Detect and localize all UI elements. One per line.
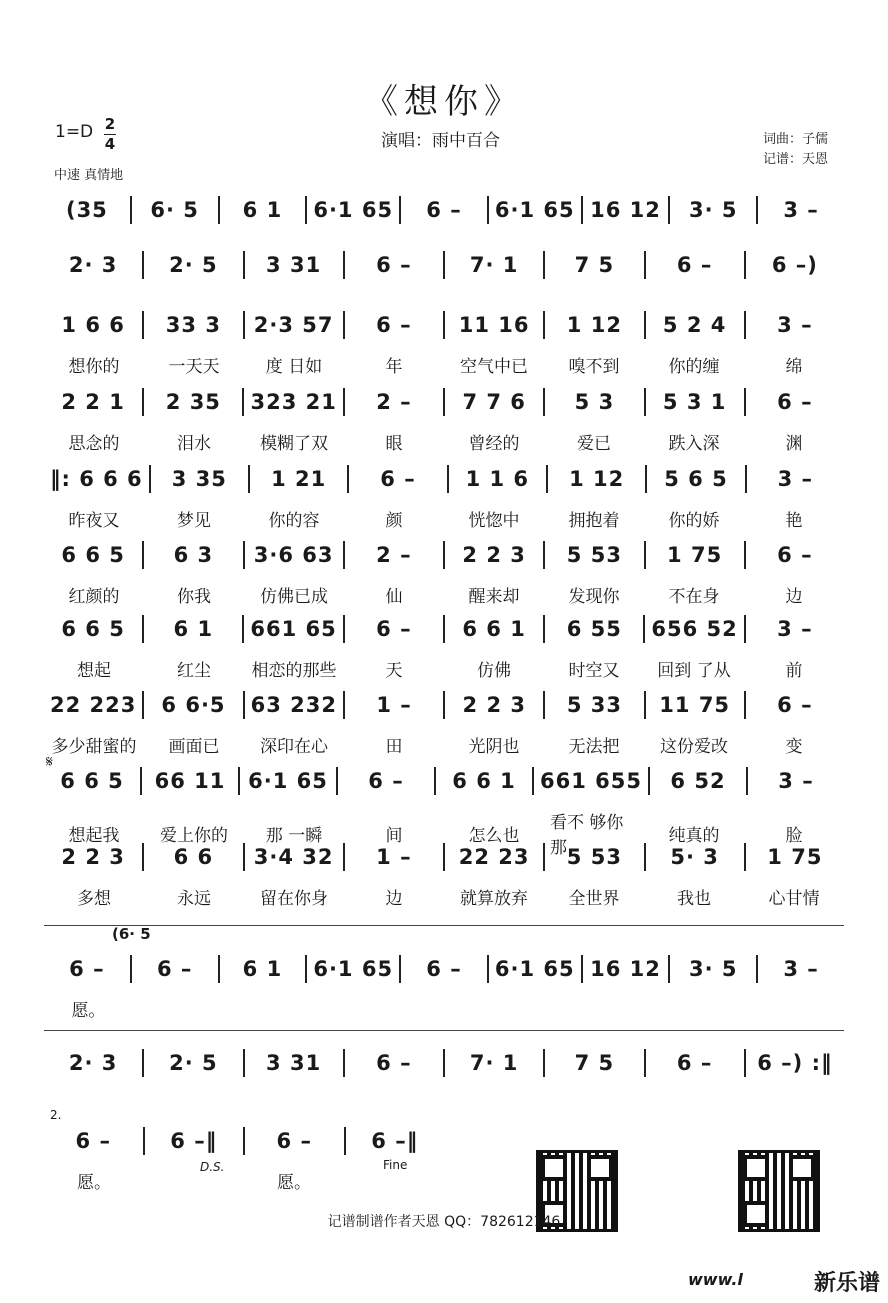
measure: 6 55	[566, 617, 622, 641]
lyric-segment: 多想	[77, 889, 111, 909]
measure: 5 3	[574, 390, 615, 414]
lyric-segment: 这份爱改	[660, 737, 728, 757]
volta-1-line	[44, 925, 844, 926]
notation-row	[44, 1124, 444, 1158]
measure: 6 1	[173, 617, 214, 641]
measure: 1 75	[767, 845, 823, 869]
lyric-segment: 模糊了双	[260, 434, 328, 454]
lyric-segment: 仙	[385, 587, 403, 607]
lyric-segment: 爱已	[577, 434, 611, 454]
lyric-segment: 间	[385, 825, 403, 846]
lyric-segment: 你我	[177, 587, 211, 607]
measure: 16 12	[590, 957, 661, 981]
lyric-segment: 时空又	[568, 661, 620, 681]
measure: 6 –	[777, 390, 813, 414]
measure: 16 12	[590, 198, 661, 222]
lyric-segment: 不在身	[668, 587, 720, 607]
lyric-segment: 昨夜又	[68, 511, 120, 531]
measure: 2· 3	[68, 1051, 118, 1075]
measure: 22 223	[50, 693, 137, 717]
lyric-segment	[400, 996, 489, 1021]
measure: 7· 1	[469, 1051, 519, 1075]
measure: 5 2 4	[662, 313, 727, 337]
lyric-segment: 想起我	[68, 825, 120, 846]
lyric-segment: 变	[785, 737, 803, 757]
notation-row	[44, 764, 844, 798]
measure: 6 6 5	[61, 617, 125, 641]
lyric-segment: 颜	[385, 511, 403, 531]
lyric-segment: 你的容	[268, 511, 320, 531]
lyric-segment: 恍惚中	[468, 511, 520, 531]
lyric-segment	[488, 996, 577, 1021]
measure: 11 75	[659, 693, 731, 717]
notation-row	[44, 952, 844, 986]
measure: 7 5	[574, 1051, 615, 1075]
lyric-segment: 红尘	[177, 661, 211, 681]
lyrics-row	[44, 429, 844, 454]
measure: 6 52	[670, 769, 726, 793]
measure: 6 –‖	[371, 1129, 419, 1153]
lyric-segment: 无法把	[568, 737, 620, 757]
lyric-segment: 仿佛已成	[260, 587, 328, 607]
lyric-segment: 醒来却	[468, 587, 520, 607]
measure: 5 3 1	[662, 390, 727, 414]
lyrics-row	[44, 884, 844, 909]
measure: 3 –	[777, 467, 814, 491]
lyric-segment	[755, 996, 844, 1021]
lyric-segment: 心甘情	[768, 889, 820, 909]
ds-mark: D.S.	[200, 1160, 225, 1174]
lyric-segment: 纯真的	[668, 825, 720, 846]
measure: 6·1 65	[494, 957, 575, 981]
lyric-segment: 一天天	[168, 357, 220, 377]
measure: 6 3	[173, 543, 214, 567]
lyric-segment: 留在你身	[260, 889, 328, 909]
lyric-segment	[311, 996, 400, 1021]
measure: 7 5	[574, 253, 615, 277]
measure: 6· 5	[150, 198, 199, 222]
measure: 6 –	[376, 253, 412, 277]
measure: 2· 3	[68, 253, 118, 277]
measure: 6 6	[173, 845, 214, 869]
lyric-segment: 仿佛	[477, 661, 511, 681]
key-signature: 1=D	[55, 122, 94, 142]
measure: 6 –	[156, 957, 193, 981]
measure: 6 1	[242, 957, 283, 981]
footer-credit: 记谱制谱作者天恩 QQ：782612146	[327, 1214, 561, 1230]
notation-row	[44, 688, 844, 722]
measure: 6 –	[426, 198, 462, 222]
measure: 3· 5	[689, 198, 738, 222]
lyric-segment: 思念的	[68, 434, 120, 454]
measure: 2·3 57	[253, 313, 334, 337]
notation-row	[44, 193, 844, 227]
measure: 6 6·5	[161, 693, 226, 717]
measure: 6 6 5	[61, 543, 125, 567]
lyric-segment: 永远	[177, 889, 211, 909]
measure: ‖: 6 6 6	[50, 467, 143, 491]
measure: 3 35	[171, 467, 227, 491]
measure: 1 12	[566, 313, 622, 337]
lyric-segment: 你的娇	[668, 511, 720, 531]
lyric-segment: 愿。	[71, 1001, 106, 1021]
lyric-segment: 那 一瞬	[265, 825, 323, 846]
measure: 5 53	[566, 543, 622, 567]
measure: 6 –	[276, 1129, 312, 1153]
measure: 2 2 3	[462, 543, 526, 567]
lyric-segment: 相恋的那些	[251, 661, 337, 681]
lyric-segment: 深印在心	[260, 737, 328, 757]
measure: 5· 3	[670, 845, 719, 869]
time-bottom: 4	[104, 135, 116, 153]
measure: 6 –) :‖	[757, 1051, 833, 1075]
measure: 1 –	[376, 845, 412, 869]
measure: 3·6 63	[253, 543, 334, 567]
lyric-segment: 度 日如	[265, 357, 323, 377]
measure: 6 6 5	[60, 769, 124, 793]
measure: 1 1 6	[465, 467, 530, 491]
lyric-segment: 想起	[77, 661, 111, 681]
lyric-segment: 边	[785, 587, 803, 607]
measure: 6 –	[380, 467, 416, 491]
measure: 1 6 6	[61, 313, 125, 337]
measure: (35	[65, 198, 108, 222]
measure: 323 21	[250, 390, 337, 414]
notation-row	[44, 538, 844, 572]
measure: 11 16	[458, 313, 530, 337]
measure: 2 –	[376, 390, 412, 414]
measure: 6·1 65	[248, 769, 328, 793]
lyric-segment: 绵	[785, 357, 803, 377]
measure: 6 –	[376, 313, 412, 337]
notation-row	[44, 462, 844, 496]
measure: 3 –	[777, 313, 813, 337]
lyric-segment: 就算放弃	[460, 889, 528, 909]
measure: 5 33	[566, 693, 623, 717]
measure: 66 11	[154, 769, 226, 793]
lyric-segment	[666, 996, 755, 1021]
measure: 6 6 1	[462, 617, 526, 641]
lyrics-row	[44, 656, 844, 681]
measure: 6 –	[376, 617, 412, 641]
lyric-segment: 我也	[677, 889, 711, 909]
lyric-segment: 边	[385, 889, 403, 909]
measure: 3· 5	[689, 957, 738, 981]
measure: 3 –	[778, 769, 814, 793]
lyric-segment: 回到 了从	[657, 661, 731, 681]
measure: 6 –	[676, 253, 713, 277]
lyric-segment: 怎么也	[468, 825, 520, 846]
lyric-segment: 想你的	[68, 357, 120, 377]
lyricist-credit: 词曲：子儒	[763, 132, 829, 147]
lyric-segment: 前	[785, 661, 803, 681]
lyric-segment: 全世界	[568, 889, 620, 909]
logo-url: www.l	[688, 1270, 743, 1289]
lyric-segment: 光阴也	[468, 737, 520, 757]
lyrics-row	[44, 352, 844, 377]
measure: 6 –	[777, 543, 813, 567]
measure: 33 3	[165, 313, 221, 337]
measure: 1 12	[569, 467, 625, 491]
notation-row	[44, 1046, 844, 1080]
measure: 6 1	[242, 198, 283, 222]
measure: 6 –	[368, 769, 404, 793]
lyric-segment: 看不 够你那	[550, 813, 624, 858]
transcriber-credit: 记谱：天恩	[763, 152, 829, 167]
measure: 3 –	[783, 198, 819, 222]
lyric-segment: 曾经的	[468, 434, 520, 454]
lyric-segment: 红颜的	[68, 587, 120, 607]
volta-2-label: 2.	[50, 1108, 62, 1122]
lyrics-row	[44, 582, 844, 607]
lyric-segment: 渊	[785, 434, 803, 454]
notation-row	[44, 612, 844, 646]
lyric-segment: 跌入深	[668, 434, 720, 454]
measure: 2 35	[165, 390, 221, 414]
lyric-segment: 泪水	[177, 434, 211, 454]
fine-mark: Fine	[383, 1158, 408, 1172]
lyric-segment	[222, 996, 311, 1021]
measure: 2 2 3	[61, 845, 125, 869]
measure: 22 23	[458, 845, 530, 869]
measure: 3 –	[783, 957, 819, 981]
notation-row	[44, 385, 844, 419]
measure: 1 21	[271, 467, 327, 491]
measure: 6 –)	[771, 253, 818, 277]
lyric-segment: 嗅不到	[568, 357, 620, 377]
lyrics-row	[44, 506, 844, 531]
measure: 661 65	[250, 617, 337, 641]
lyric-segment: 愿。	[277, 1173, 311, 1193]
lyric-segment: 脸	[785, 825, 803, 846]
measure: 3 31	[266, 1051, 322, 1075]
measure: 661 655	[540, 769, 642, 793]
time-top: 2	[104, 115, 116, 133]
measure: 6 –	[676, 1051, 713, 1075]
measure: 656 52	[651, 617, 738, 641]
measure: 6·1 65	[494, 198, 575, 222]
measure: 2· 5	[169, 253, 218, 277]
lyric-segment: 发现你	[568, 587, 620, 607]
measure: 6 –	[69, 957, 105, 981]
lyric-segment: 多少甜蜜的	[51, 737, 137, 757]
measure: 6 –	[75, 1129, 111, 1153]
measure: 5 6 5	[664, 467, 728, 491]
time-signature	[104, 116, 116, 153]
lyrics-row	[44, 996, 844, 1021]
notation-row	[44, 248, 844, 282]
lyric-segment: 梦见	[177, 511, 211, 531]
lyric-segment: 拥抱着	[568, 511, 620, 531]
tempo-marking: 中速 真情地	[54, 168, 124, 183]
measure: 6·1 65	[313, 957, 394, 981]
measure: 5 53	[566, 845, 622, 869]
lyric-segment: 画面已	[168, 737, 220, 757]
lyric-segment: 田	[385, 737, 403, 757]
measure: 6 –	[777, 693, 813, 717]
measure: 2 –	[376, 543, 412, 567]
notation-row	[44, 840, 844, 874]
measure: 2· 5	[169, 1051, 218, 1075]
lyric-segment: 天	[385, 661, 403, 681]
notation-row	[44, 308, 844, 342]
lyric-segment: 你的缠	[668, 357, 720, 377]
segno-sign: 𝄋	[46, 752, 53, 771]
lyric-segment: 年	[385, 357, 403, 377]
lyric-segment	[577, 996, 666, 1021]
measure: 6 –	[426, 957, 462, 981]
measure: 6 –‖	[170, 1129, 218, 1153]
lyric-segment: 空气中已	[460, 357, 528, 377]
measure: 3·4 32	[253, 845, 334, 869]
lyric-segment: 爱上你的	[160, 825, 228, 846]
measure: 2 2 1	[61, 390, 125, 414]
measure: 1 75	[667, 543, 723, 567]
measure: 6 6 1	[452, 769, 516, 793]
site-logo: 新乐谱	[813, 1271, 880, 1296]
lyric-segment: 艳	[785, 511, 803, 531]
measure: 7 7 6	[462, 390, 526, 414]
page-title: 《想你》	[364, 82, 524, 122]
measure: 63 232	[250, 693, 337, 717]
measure: 6·1 65	[313, 198, 394, 222]
lyric-segment: 眼	[385, 434, 403, 454]
measure: 6 –	[376, 1051, 412, 1075]
lyric-segment	[144, 1168, 244, 1193]
lyric-segment	[133, 996, 222, 1021]
measure: 3 31	[266, 253, 322, 277]
lyric-segment: 愿。	[77, 1173, 111, 1193]
singer-credit: 演唱：雨中百合	[381, 131, 500, 151]
lyrics-row	[44, 732, 844, 757]
measure: 2 2 3	[462, 693, 526, 717]
measure: 3 –	[777, 617, 813, 641]
volta-1-label: (6· 5	[112, 925, 151, 943]
measure: 1 –	[376, 693, 412, 717]
section-divider	[44, 1030, 844, 1031]
measure: 7· 1	[469, 253, 519, 277]
